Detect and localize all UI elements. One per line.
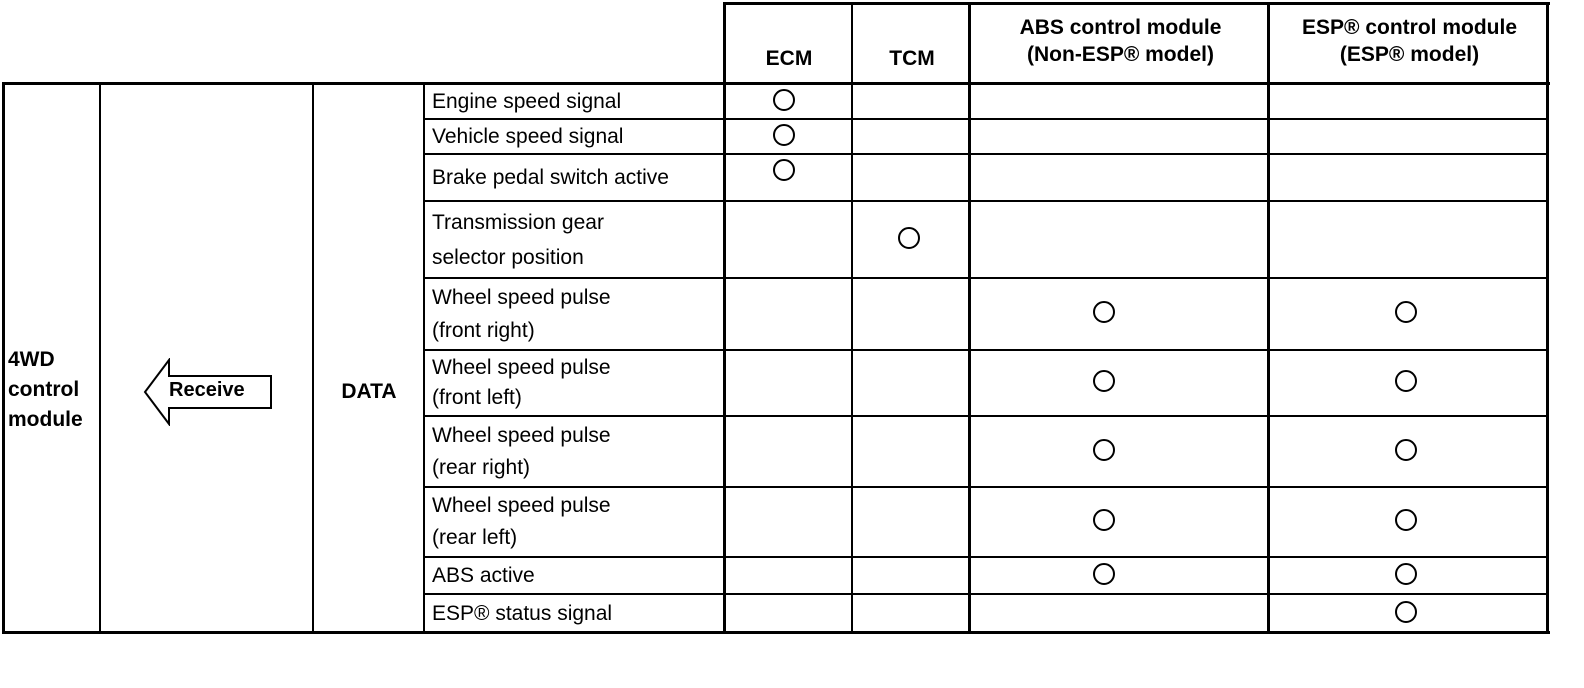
- receive-arrow: [143, 358, 275, 426]
- header-abs: ABS control module (Non-ESP® model): [1019, 16, 1222, 66]
- circle-mark-icon: [1395, 301, 1417, 323]
- abs-right-line: [1267, 2, 1270, 634]
- circle-mark-icon: [1395, 509, 1417, 531]
- signal-name: Brake pedal switch active: [432, 166, 669, 189]
- circle-mark-icon: [1395, 601, 1417, 623]
- circle-mark-icon: [1093, 563, 1115, 585]
- signal-name: Wheel speed pulse (rear left): [432, 494, 611, 549]
- signal-name: ESP® status signal: [432, 602, 613, 625]
- circle-mark-icon: [773, 124, 795, 146]
- signal-name: ABS active: [432, 564, 535, 587]
- signal-name: Wheel speed pulse (front left): [432, 356, 611, 409]
- circle-mark-icon: [773, 89, 795, 111]
- frame-left-line: [2, 82, 5, 634]
- header-esp: ESP® control module (ESP® model): [1302, 16, 1517, 66]
- tcm-right-line: [968, 2, 971, 634]
- circle-mark-icon: [898, 227, 920, 249]
- frame-bottom-line: [2, 631, 1550, 634]
- circle-mark-icon: [1093, 301, 1115, 323]
- circle-mark-icon: [1395, 563, 1417, 585]
- arrow-right-line: [312, 82, 314, 634]
- frame-top-line: [724, 2, 1550, 5]
- signal-name: Wheel speed pulse (front right): [432, 286, 611, 342]
- circle-mark-icon: [1395, 370, 1417, 392]
- module-label: 4WD control module: [8, 348, 83, 431]
- data-label: DATA: [341, 380, 397, 403]
- circle-mark-icon: [1093, 509, 1115, 531]
- ecm-right-line: [851, 2, 853, 634]
- circle-mark-icon: [773, 159, 795, 181]
- frame-right-line: [1546, 2, 1549, 634]
- circle-mark-icon: [1395, 439, 1417, 461]
- circle-mark-icon: [1093, 370, 1115, 392]
- signal-name: Transmission gear selector position: [432, 210, 604, 269]
- header-ecm: ECM: [765, 46, 813, 70]
- circle-mark-icon: [1093, 439, 1115, 461]
- receive-label: Receive: [169, 379, 245, 401]
- header-bottom-line: [2, 82, 1550, 85]
- header-tcm: TCM: [889, 46, 935, 70]
- signal-name: Wheel speed pulse (rear right): [432, 423, 611, 479]
- signal-name: Vehicle speed signal: [432, 125, 624, 148]
- signal-name: Engine speed signal: [432, 90, 622, 113]
